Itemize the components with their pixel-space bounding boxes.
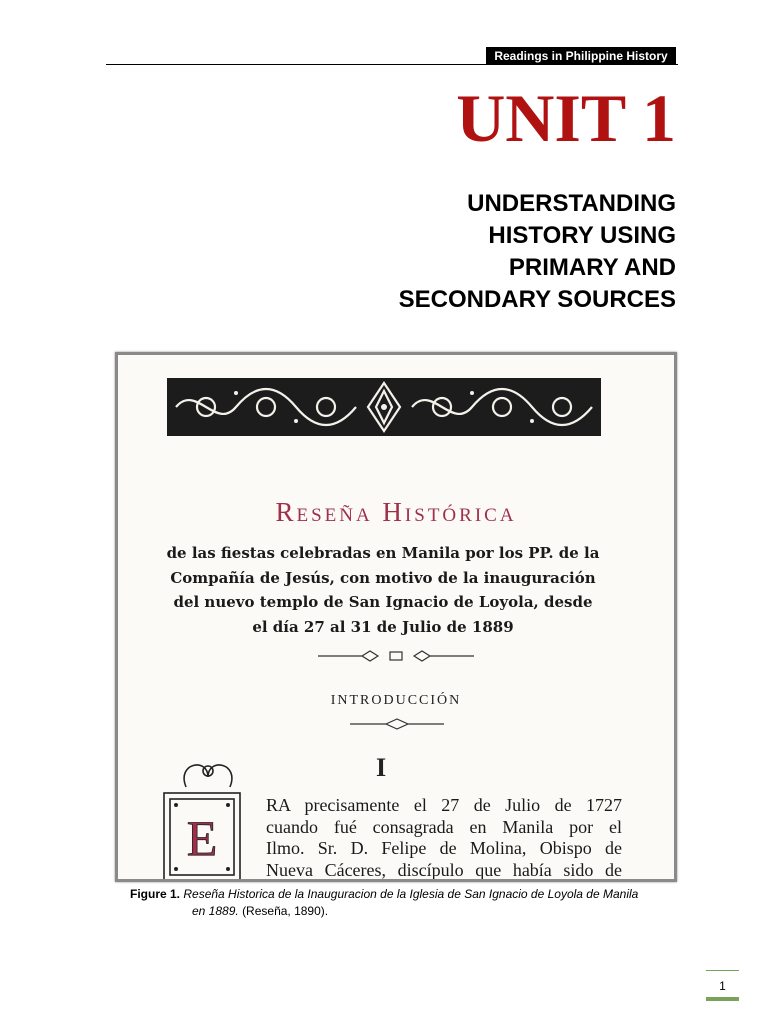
unit-subtitle-line: HISTORY USING <box>488 222 676 249</box>
caption-line2 <box>130 903 670 920</box>
figure-caption <box>130 886 670 920</box>
caption-title-part2: en 1889. <box>192 904 239 918</box>
paragraph-line: Nueva Cáceres, discípulo que había sido de <box>266 859 622 880</box>
paragraph-line: RA precisamente el 27 de Julio de 1727 <box>266 795 622 815</box>
paragraph-line: Ilmo. Sr. D. Felipe de Molina, Obispo de <box>266 838 622 858</box>
reseña-body-line: del nuevo templo de San Ignacio de Loyola, desde <box>173 593 593 611</box>
header-tag: Readings in Philippine History <box>486 47 676 65</box>
page-number-rule-top <box>706 970 739 971</box>
reseña-body-line: Compañía de Jesús, con motivo de la inauguración <box>170 568 596 587</box>
caption-citation: (Reseña, 1890). <box>242 904 329 918</box>
flourish-small-icon <box>118 717 674 731</box>
figure-image <box>115 352 677 882</box>
unit-subtitle-line: SECONDARY SOURCES <box>398 286 676 313</box>
introduccion-paragraph <box>266 795 622 881</box>
decorated-initial-icon <box>156 759 260 882</box>
unit-subtitle-line: UNDERSTANDING <box>467 190 676 217</box>
caption-title-part1: Reseña Historica de la Inauguracion de la Iglesia de San Ignacio de Loyola de Manila <box>183 887 639 901</box>
reseña-title: Reseña Histórica <box>275 497 517 527</box>
introduccion-heading: INTRODUCCIÓN <box>330 693 462 708</box>
unit-subtitle <box>316 188 676 316</box>
unit-title: UNIT 1 <box>456 80 676 156</box>
page-number-rule-bottom <box>706 997 739 1001</box>
page-number-box <box>706 970 739 1001</box>
paragraph-line: cuando fué consagrada en Manila por el <box>266 816 622 837</box>
reseña-body-line: el día 27 al 31 de Julio de 1889 <box>252 617 514 636</box>
page-number: 1 <box>719 979 726 993</box>
unit-subtitle-line: PRIMARY AND <box>508 254 676 281</box>
roman-numeral: I <box>376 753 387 782</box>
reseña-body <box>148 541 618 639</box>
initial-letter: E <box>186 810 218 866</box>
reseña-body-line: de las fiestas celebradas en Manila por los PP. de la <box>166 544 600 562</box>
caption-label: Figure 1. <box>130 887 181 901</box>
flourish-divider-icon <box>118 649 674 663</box>
ornament-banner-icon <box>166 373 602 441</box>
